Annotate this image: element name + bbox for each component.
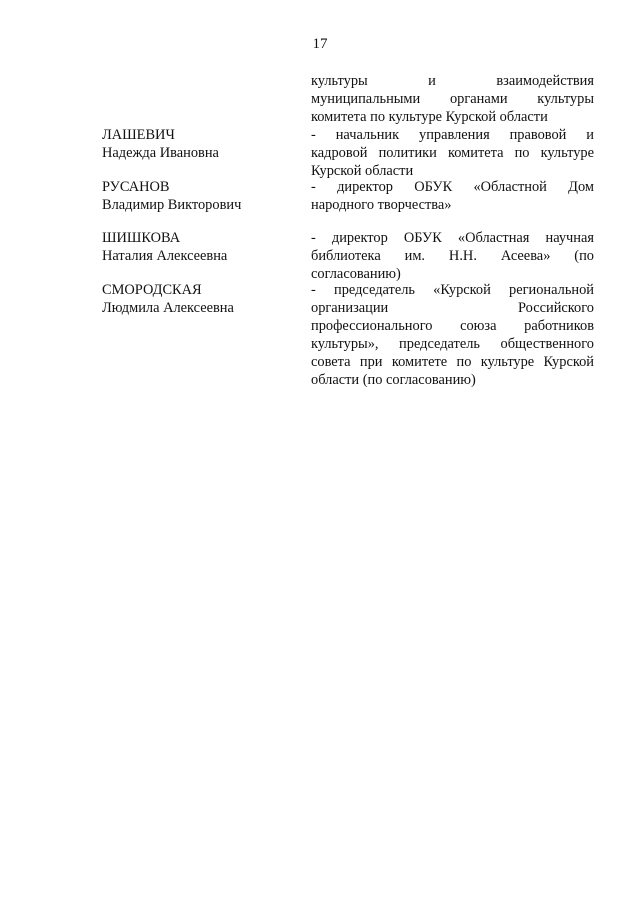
description-line: муниципальными органами культуры [311, 91, 594, 107]
description-line: кадровой политики комитета по культуре [311, 145, 594, 161]
description-line: совета при комитете по культуре Курской [311, 354, 594, 370]
member-name [102, 126, 302, 162]
member-given-names: Надежда Ивановна [102, 145, 219, 161]
member-description [311, 229, 594, 283]
member-given-names: Наталия Алексеевна [102, 248, 228, 264]
description-line: - директор ОБУК «Областной Дом [311, 179, 594, 195]
page-number: 17 [312, 36, 328, 52]
member-surname: СМОРОДСКАЯ [102, 282, 202, 298]
continued-description [311, 72, 594, 126]
member-name [102, 178, 302, 214]
description-line: культуры», председатель общественного [311, 336, 594, 352]
member-surname: ЛАШЕВИЧ [102, 127, 175, 143]
member-given-names: Людмила Алексеевна [102, 300, 234, 316]
description-line: организации Российского [311, 300, 594, 316]
description-line: культуры и взаимодействия [311, 73, 594, 89]
description-line: библиотека им. Н.Н. Асеева» (по [311, 248, 594, 264]
member-description [311, 126, 594, 180]
description-line: - председатель «Курской региональной [311, 282, 594, 298]
description-line: области (по согласованию) [311, 372, 476, 388]
description-line: - начальник управления правовой и [311, 127, 594, 143]
description-line: согласованию) [311, 266, 401, 282]
description-line: комитета по культуре Курской области [311, 109, 548, 125]
description-line: Курской области [311, 163, 414, 179]
member-surname: ШИШКОВА [102, 230, 181, 246]
member-surname: РУСАНОВ [102, 179, 170, 195]
member-given-names: Владимир Викторович [102, 197, 242, 213]
member-description [311, 178, 594, 214]
description-line: народного творчества» [311, 197, 452, 213]
member-description [311, 281, 594, 389]
member-name [102, 229, 302, 265]
description-line: профессионального союза работников [311, 318, 594, 334]
member-name [102, 281, 302, 317]
description-line: - директор ОБУК «Областная научная [311, 230, 594, 246]
